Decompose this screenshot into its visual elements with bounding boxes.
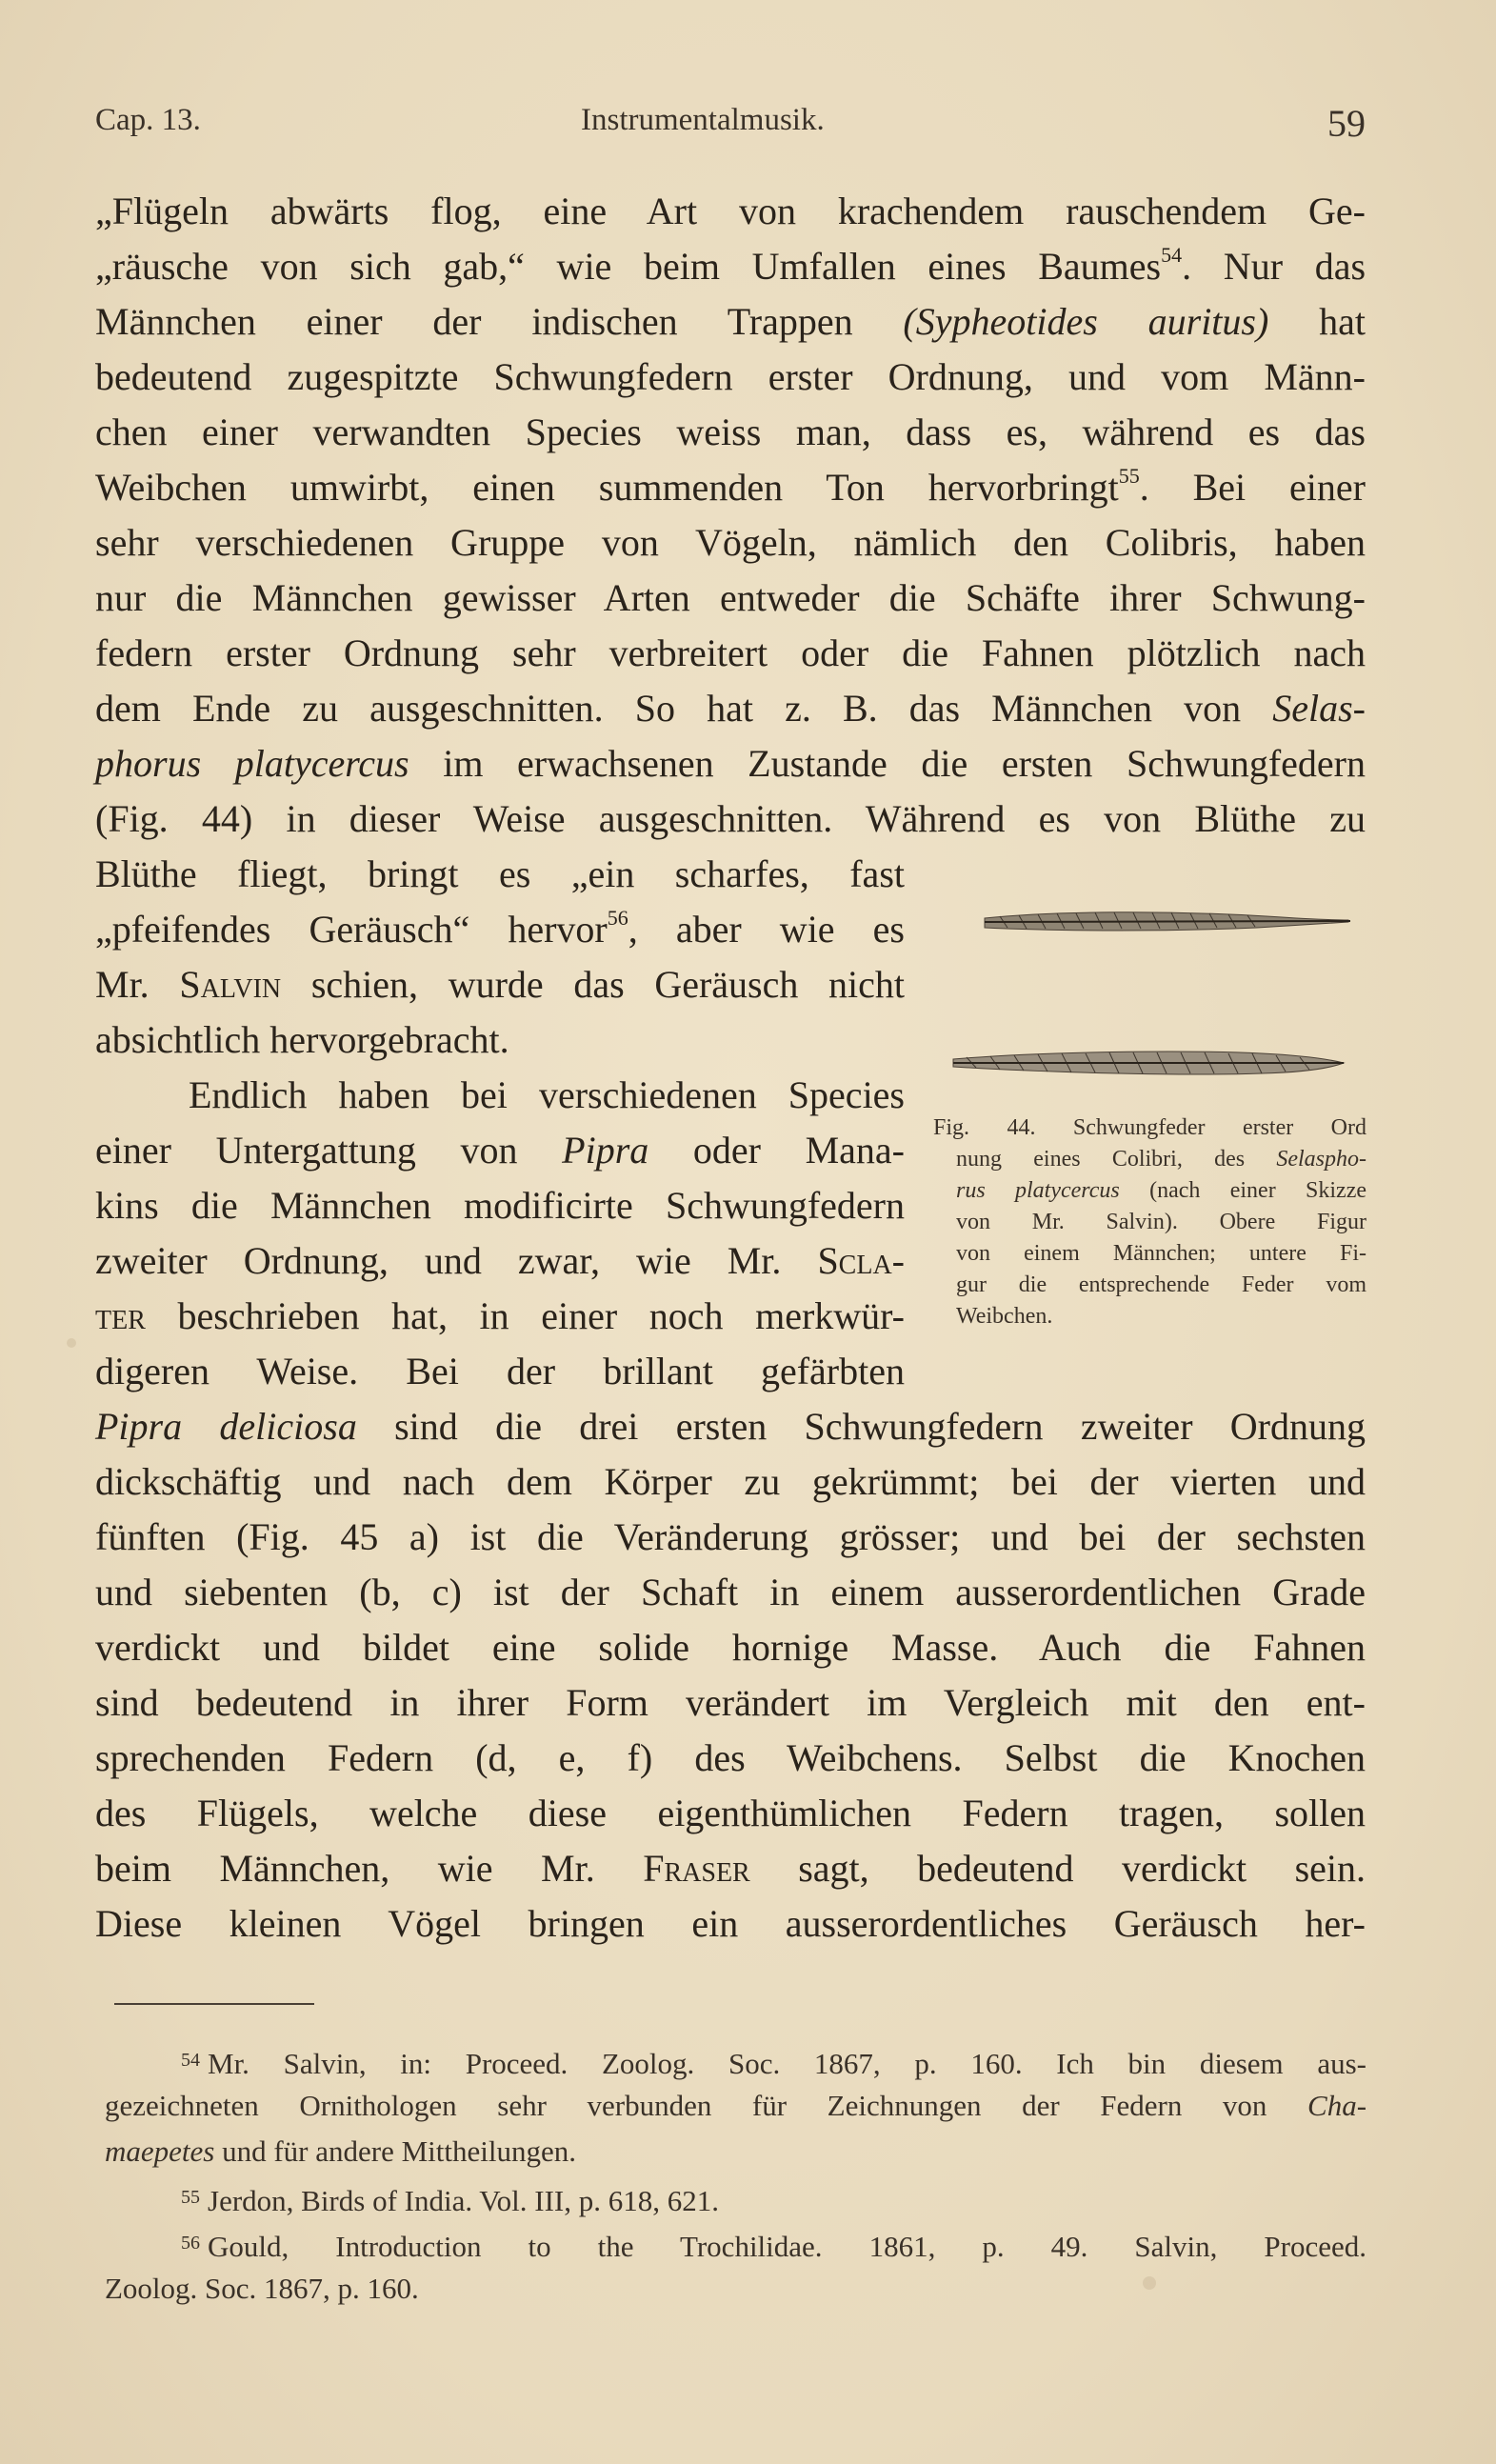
body-line: Weibchen umwirbt, einen summenden Ton hervorbringt$^{55}$. Bei einer [95, 464, 1366, 509]
body-line: Männchen einer der indischen Trappen (Sypheotides auritus) hat [95, 300, 1366, 343]
body-line: beim Männchen, wie Mr. Fraser sagt, bedeutend verdickt sein. [95, 1847, 1366, 1890]
footnote-54: $^{54}$ Mr. Salvin, in: Proceed. Zoolog. Soc. 1867, p. 160. Ich bin diesem aus- [181, 2047, 1366, 2080]
body-line: nur die Männchen gewisser Arten entweder die Schäfte ihrer Schwung- [95, 576, 1366, 619]
species-name: (Sypheotides auritus) [903, 300, 1269, 343]
footnote-55: $^{55}$ Jerdon, Birds of India. Vol. III, p. 618, 621. [181, 2184, 720, 2217]
footnote-54-cont: maepetes und für andere Mittheilungen. [105, 2134, 576, 2168]
body-line: digeren Weise. Bei der brillant gefärbten [95, 1350, 905, 1392]
body-line: und siebenten (b, c) ist der Schaft in einem ausserordentlichen Grade [95, 1571, 1366, 1613]
footnote-54-cont: gezeichneten Ornithologen sehr verbunden für Zeichnungen der Federn von Cha- [105, 2089, 1367, 2122]
body-line: sprechenden Federn (d, e, f) des Weibchens. Selbst die Knochen [95, 1736, 1366, 1779]
footnote-56-cont: Zoolog. Soc. 1867, p. 160. [105, 2272, 419, 2305]
paragraph-start: Endlich haben bei verschiedenen Species [189, 1073, 905, 1116]
footnote-ref: 54 [1161, 243, 1183, 267]
body-line: chen einer verwandten Species weiss man, dass es, während es das [95, 411, 1366, 453]
body-line: kins die Männchen modificirte Schwungfedern [95, 1184, 905, 1227]
person-name: Salvin [179, 963, 282, 1006]
body-line: sind bedeutend in ihrer Form verändert im Vergleich mit den ent- [95, 1681, 1366, 1724]
footnote-56: $^{56}$ Gould, Introduction to the Trochilidae. 1861, p. 49. Salvin, Proceed. [181, 2230, 1366, 2263]
body-line: sehr verschiedenen Gruppe von Vögeln, nämlich den Colibris, haben [95, 521, 1366, 564]
running-title: Instrumentalmusik. [581, 103, 825, 137]
body-line: ter beschrieben hat, in einer noch merkwür- [95, 1294, 906, 1337]
male-feather-illustration [981, 903, 1352, 941]
body-line: Diese kleinen Vögel bringen ein ausserordentliches Geräusch her- [95, 1902, 1366, 1945]
body-line: federn erster Ordnung sehr verbreitert oder die Fahnen plötzlich nach [95, 631, 1366, 674]
body-line: Pipra deliciosa sind die drei ersten Schwungfedern zweiter Ordnung [95, 1405, 1366, 1448]
body-line: dem Ende zu ausgeschnitten. So hat z. B. das Männchen von Selas- [95, 687, 1366, 730]
body-line: des Flügels, welche diese eigenthümlichen Federn tragen, sollen [95, 1792, 1366, 1834]
body-line: phorus platycercus im erwachsenen Zustande die ersten Schwungfedern [95, 742, 1366, 785]
page-number: 59 [1327, 102, 1366, 145]
body-line: verdickt und bildet eine solide hornige Masse. Auch die Fahnen [95, 1626, 1366, 1669]
person-name: Scla- [817, 1239, 906, 1282]
footnote-divider [114, 2003, 314, 2005]
genus-name: Pipra [562, 1129, 649, 1172]
body-line: zweiter Ordnung, und zwar, wie Mr. Scla- [95, 1239, 906, 1282]
chapter-label: Cap. 13. [95, 103, 201, 137]
body-line: bedeutend zugespitzte Schwungfedern erster Ordnung, und vom Männ- [95, 355, 1366, 398]
body-line: dickschäftig und nach dem Körper zu gekrümmt; bei der vierten und [95, 1460, 1366, 1503]
species-name: Pipra deliciosa [95, 1405, 357, 1448]
footnote-ref: 56 [607, 906, 628, 930]
figure-caption: Fig. 44. Schwungfeder erster Ord nung eines Colibri, des Selaspho- rus platycercus (nach einer Skizze von Mr. Salvin). Obere Figur von einem Männchen; untere Fi- gur die entsprechende Feder vom Weibchen. [933, 1115, 1367, 1329]
body-line: einer Untergattung von Pipra oder Mana- [95, 1129, 905, 1172]
body-line: Mr. Salvin schien, wurde das Geräusch nicht [95, 963, 906, 1006]
body-line: „räusche von sich gab,“ wie beim Umfallen eines Baumes$^{54}$. Nur das [95, 243, 1366, 288]
person-name: Fraser [643, 1847, 750, 1890]
body-line: fünften (Fig. 45 a) ist die Veränderung grösser; und bei der sechsten [95, 1515, 1366, 1558]
paper-stain [67, 1338, 76, 1348]
species-name: Selas- [1272, 687, 1366, 730]
female-feather-illustration [947, 1038, 1347, 1086]
footnote-ref: 55 [1118, 464, 1140, 488]
body-line: absichtlich hervorgebracht. [95, 1018, 509, 1061]
running-header [95, 103, 1366, 150]
species-name: phorus platycercus [95, 742, 409, 785]
body-line: „pfeifendes Geräusch“ hervor$^{56}$, aber wie es [95, 906, 905, 951]
person-name: ter [95, 1294, 146, 1337]
body-line: (Fig. 44) in dieser Weise ausgeschnitten. Während es von Blüthe zu [95, 797, 1366, 840]
body-line: Blüthe fliegt, bringt es „ein scharfes, fast [95, 852, 905, 895]
body-line: „Flügeln abwärts flog, eine Art von krachendem rauschendem Ge- [95, 190, 1366, 232]
